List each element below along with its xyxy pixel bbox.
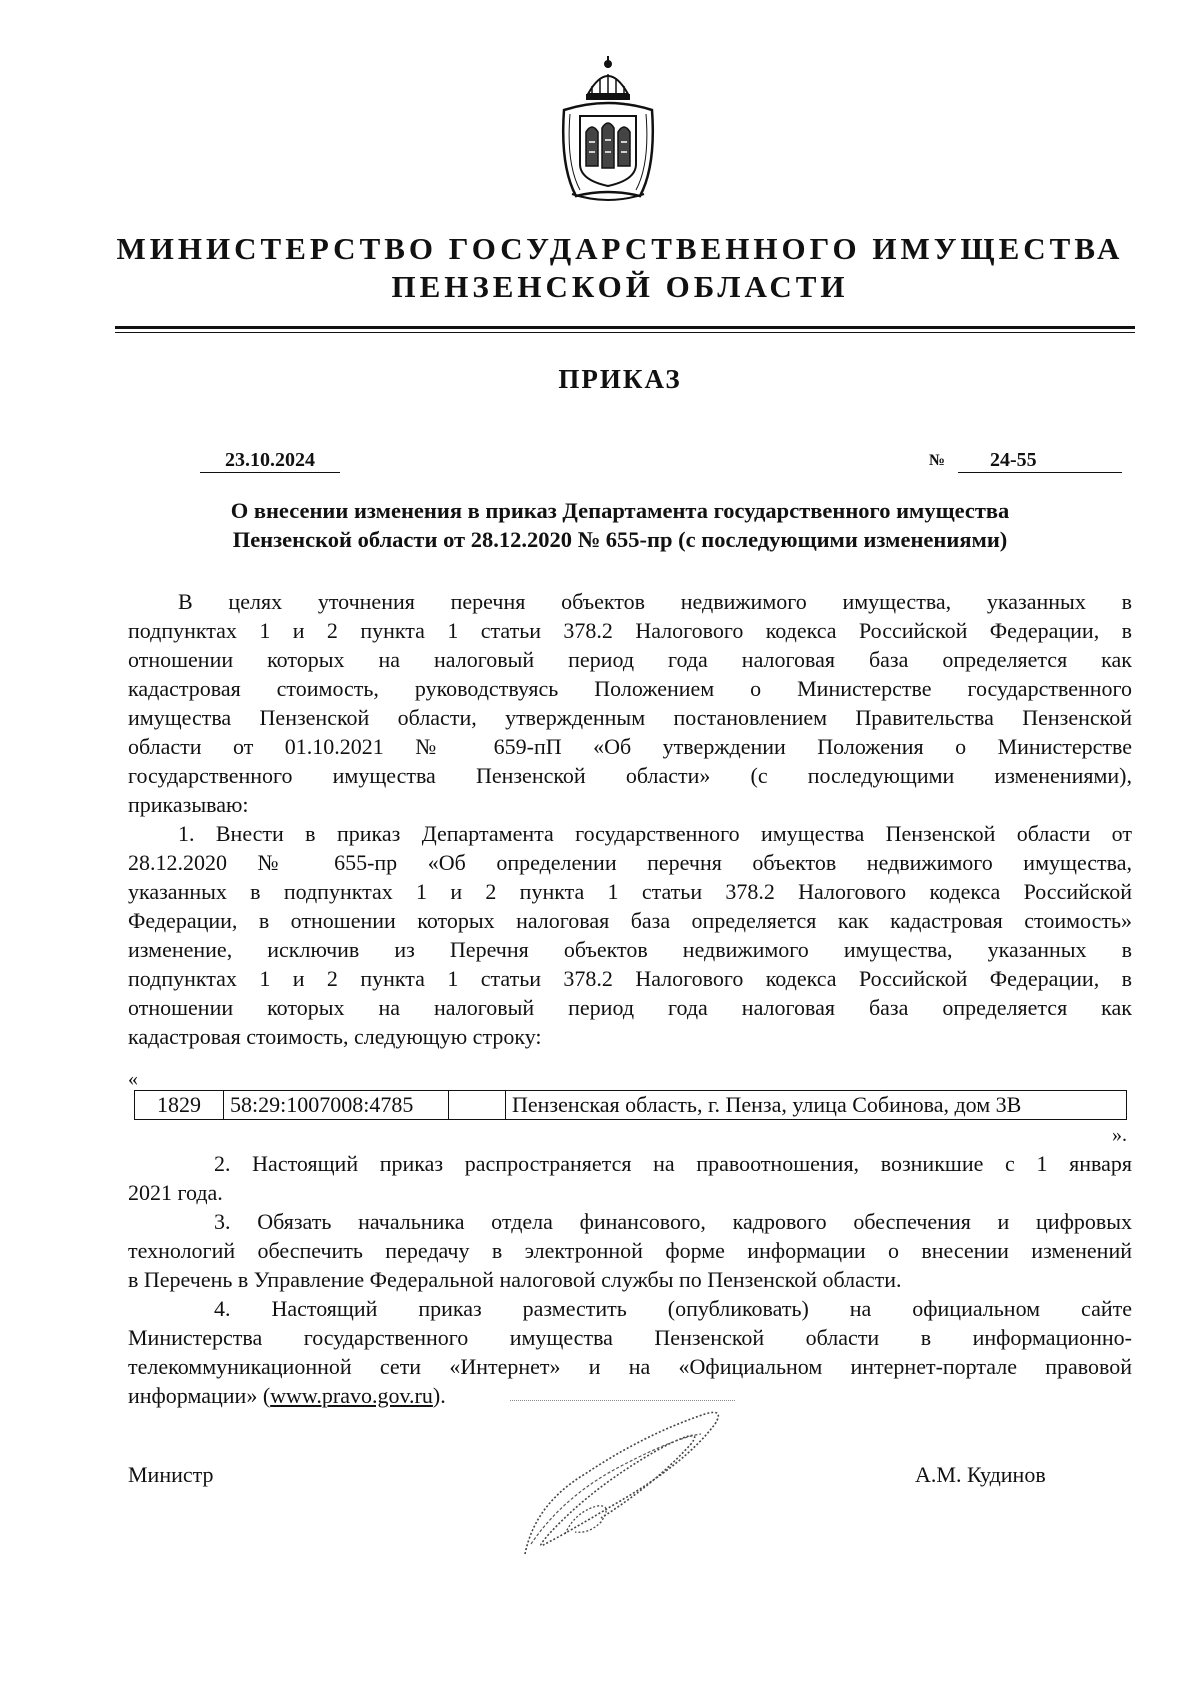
signer-title: Министр — [128, 1462, 214, 1487]
item1-line: изменение, исключив из Перечня объектов недвижимого имущества, указанных в — [128, 937, 1132, 962]
intro-line: государственного имущества Пензенской области» (с последующими изменениями), — [128, 763, 1132, 788]
signer-name: А.М. Кудинов — [915, 1462, 1046, 1487]
header-divider-thick — [115, 326, 1135, 329]
table-cell-address: Пензенская область, г. Пенза, улица Собинова, дом 3В — [506, 1091, 1127, 1120]
table-row — [135, 1091, 1127, 1120]
item1-line: 28.12.2020 № 655-пр «Об определении перечня объектов недвижимого имущества, — [128, 850, 1132, 875]
order-number-field — [958, 448, 1122, 473]
item4-line: Министерства государственного имущества Пензенской области в информационно- — [128, 1325, 1132, 1350]
table-cell-empty — [449, 1091, 506, 1120]
intro-line: области от 01.10.2021 № 659-пП «Об утверждении Положения о Министерстве — [128, 734, 1132, 759]
quote-close-mark: ». — [1112, 1124, 1127, 1146]
intro-line: подпунктах 1 и 2 пункта 1 статьи 378.2 Налогового кодекса Российской Федерации, в — [128, 618, 1132, 643]
item1-line: кадастровая стоимость, следующую строку: — [128, 1024, 542, 1049]
quote-open-mark: « — [128, 1068, 138, 1090]
document-type-title: ПРИКАЗ — [558, 364, 682, 394]
intro-line: В целях уточнения перечня объектов недвижимого имущества, указанных в — [178, 589, 1132, 614]
item4-prefix: информации» ( — [128, 1383, 271, 1408]
ministry-name-line2: ПЕНЗЕНСКОЙ ОБЛАСТИ — [391, 269, 849, 304]
order-heading-line2: Пензенской области от 28.12.2020 № 655-пр (с последующими изменениями) — [232, 527, 1008, 552]
intro-line: кадастровая стоимость, руководствуясь Положением о Министерстве государственного — [128, 676, 1132, 701]
item4-line: телекоммуникационной сети «Интернет» и на «Официальном интернет-портале правовой — [128, 1354, 1132, 1379]
table-cell-number: 1829 — [135, 1091, 224, 1120]
intro-line: приказываю: — [128, 792, 249, 817]
pravo-gov-link[interactable]: www.pravo.gov.ru — [270, 1383, 433, 1408]
item4-line: 4. Настоящий приказ разместить (опубликовать) на официальном сайте — [214, 1296, 1132, 1321]
order-heading-line1: О внесении изменения в приказ Департамента государственного имущества — [230, 498, 1010, 523]
coat-of-arms-icon — [556, 56, 660, 206]
order-number: 24-55 — [990, 449, 1037, 471]
header-divider-thin — [115, 332, 1135, 333]
item3-line: 3. Обязать начальника отдела финансового, кадрового обеспечения и цифровых — [214, 1209, 1132, 1234]
item1-line: подпунктах 1 и 2 пункта 1 статьи 378.2 Налогового кодекса Российской Федерации, в — [128, 966, 1132, 991]
item4-suffix: ). — [432, 1383, 446, 1408]
item1-line: Федерации, в отношении которых налоговая база определяется как кадастровая стоимость» — [128, 908, 1132, 933]
handwritten-signature-icon — [505, 1394, 745, 1570]
ministry-name-line1: МИНИСТЕРСТВО ГОСУДАРСТВЕННОГО ИМУЩЕСТВА — [116, 231, 1124, 266]
item3-line: в Перечень в Управление Федеральной налоговой службы по Пензенской области. — [128, 1267, 902, 1292]
item1-line: указанных в подпунктах 1 и 2 пункта 1 статьи 378.2 Налогового кодекса Российской — [128, 879, 1132, 904]
excluded-object-table — [134, 1090, 1127, 1120]
item2-line: 2021 года. — [128, 1180, 223, 1205]
item3-line: технологий обеспечить передачу в электронной форме информации о внесении изменений — [128, 1238, 1132, 1263]
intro-line: отношении которых на налоговый период года налоговая база определяется как — [128, 647, 1132, 672]
number-sign: № — [929, 452, 946, 469]
table-cell-cadastral: 58:29:1007008:4785 — [224, 1091, 449, 1120]
item1-line: 1. Внести в приказ Департамента государственного имущества Пензенской области от — [178, 821, 1132, 846]
item1-line: отношении которых на налоговый период года налоговая база определяется как — [128, 995, 1132, 1020]
intro-line: имущества Пензенской области, утвержденным постановлением Правительства Пензенской — [128, 705, 1132, 730]
item2-line: 2. Настоящий приказ распространяется на правоотношения, возникшие с 1 января — [214, 1151, 1132, 1176]
order-date: 23.10.2024 — [200, 448, 340, 473]
